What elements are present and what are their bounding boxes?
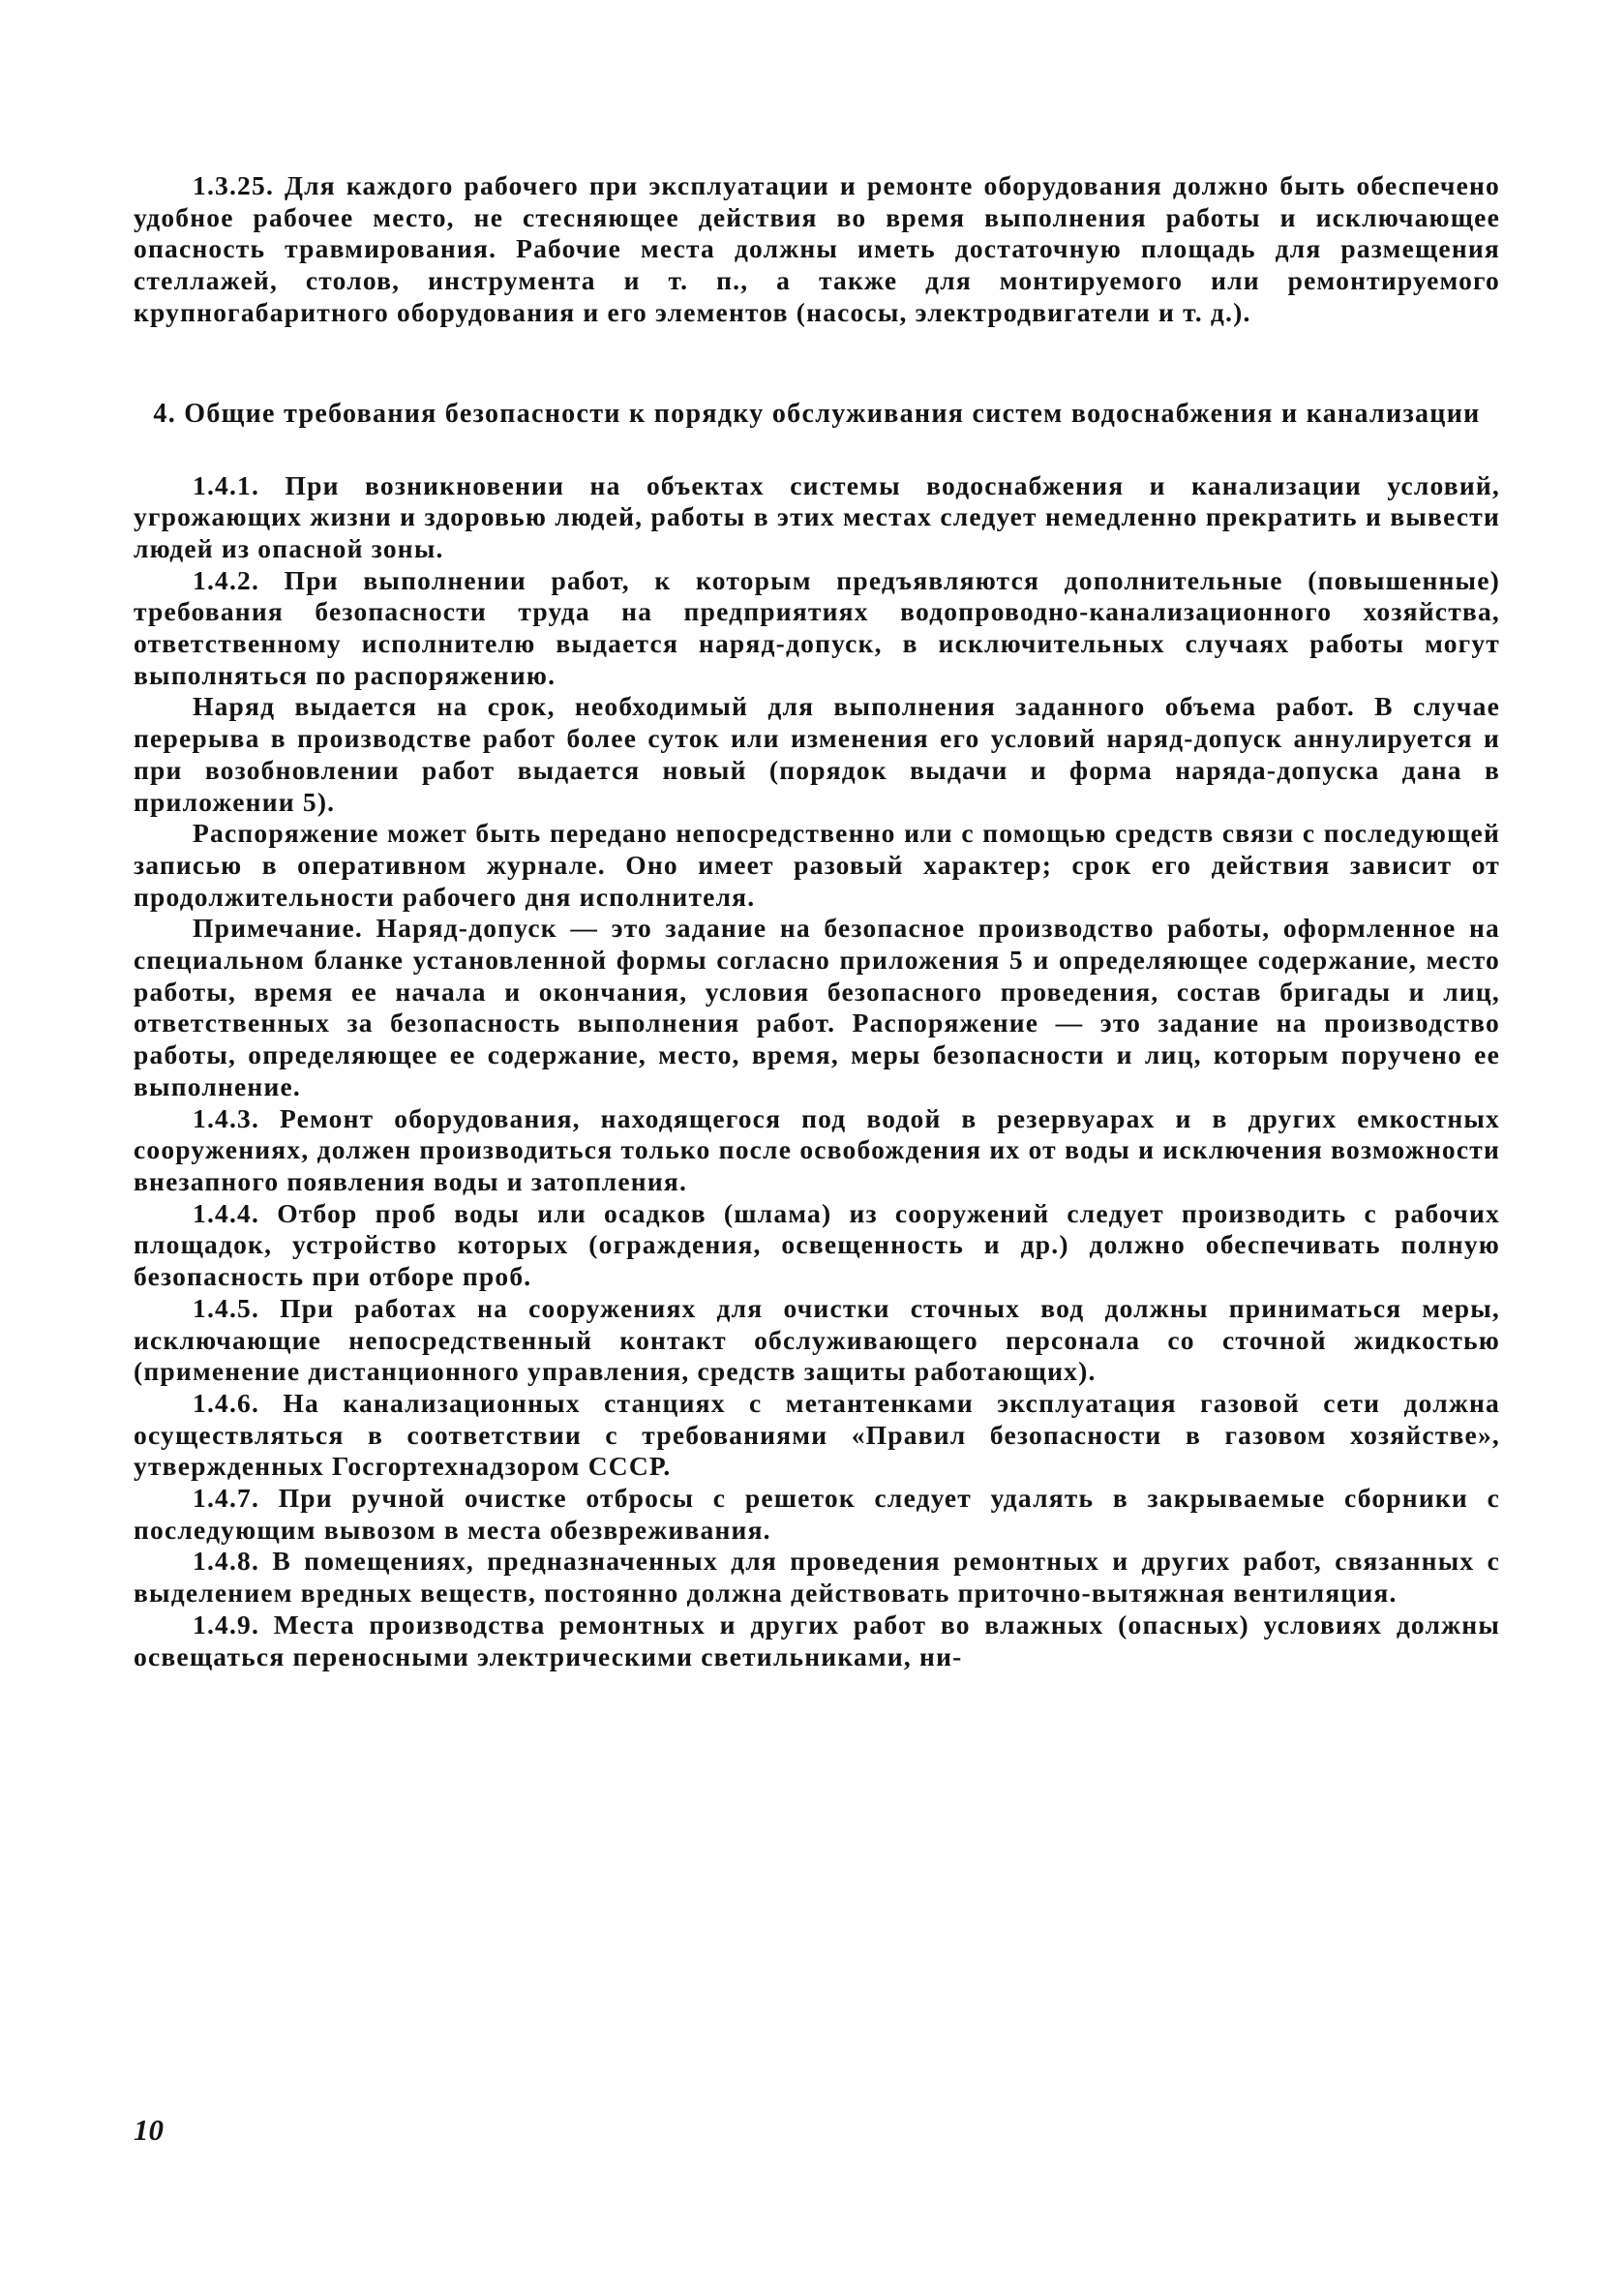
paragraph-rasporyazhenie: Распоряжение может быть передано непосредственно или с помощью средств связи с последующей записью в оперативном журнале. Оно имеет разовый характер; срок его действия зависит от продолжительности рабочего дня исполнителя. xyxy=(134,818,1500,912)
page-number: 10 xyxy=(134,2113,164,2147)
paragraph-note: Примечание. Наряд-допуск — это задание на безопасное производство работы, оформленное на специальном бланке установленной формы согласно приложения 5 и определяющее содержание, место работы, время ее начала и окончания, условия безопасного проведения, состав бригады и лиц, ответственных за безопасность выполнения работ. Распоряжение — это задание на производство работы, определяющее ее содержание, место, время, меры безопасности и лиц, которым поручено ее выполнение. xyxy=(134,913,1500,1101)
paragraph-1-4-5: 1.4.5. При работах на сооружениях для очистки сточных вод должны приниматься меры, исключающие непосредственный контакт обслуживающего персонала со сточной жидкостью (применение дистанционного управления, средств защиты работающих). xyxy=(134,1292,1500,1387)
paragraph-1-4-6: 1.4.6. На канализационных станциях с метантенками эксплуатация газовой сети должна осуществляться в соответствии с требованиями «Правил безопасности в газовом хозяйстве», утвержденных Госгортехнадзором СССР. xyxy=(134,1387,1500,1482)
paragraph-1-4-3: 1.4.3. Ремонт оборудования, находящегося под водой в резервуарах и в других емкостных сооружениях, должен производиться только после освобождения их от воды и исключения возможности внезапного появления воды и затопления. xyxy=(134,1102,1500,1196)
section-heading: 4. Общие требования безопасности к порядку обслуживания систем водоснабжения и канализации xyxy=(153,398,1481,429)
paragraph-1-4-4: 1.4.4. Отбор проб воды или осадков (шлама) из сооружений следует производить с рабочих площадок, устройство которых (ограждения, освещенность и др.) должно обеспечивать полную безопасность при отборе проб. xyxy=(134,1197,1500,1292)
paragraph-1-3-25: 1.3.25. Для каждого рабочего при эксплуатации и ремонте оборудования должно быть обеспечено удобное рабочее место, не стесняющее действия во время выполнения работы и исключающее опасность травмирования. Рабочие места должны иметь достаточную площадь для размещения стеллажей, столов, инструмента и т. п., а также для монтируемого или ремонтируемого крупногабаритного оборудования и его элементов (насосы, электродвигатели и т. д.). xyxy=(134,170,1500,327)
paragraph-1-4-8: 1.4.8. В помещениях, предназначенных для проведения ремонтных и других работ, связанных с выделением вредных веществ, постоянно должна действовать приточно-вытяжная вентиляция. xyxy=(134,1546,1500,1609)
paragraph-1-4-2: 1.4.2. При выполнении работ, к которым предъявляются дополнительные (повышенные) требования безопасности труда на предприятиях водопроводно-канализационного хозяйства, ответственному исполнителю выдается наряд-допуск, в исключительных случаях работы могут выполняться по распоряжению. xyxy=(134,564,1500,690)
paragraph-1-4-1: 1.4.1. При возникновении на объектах системы водоснабжения и канализации условий, угрожающих жизни и здоровью людей, работы в этих местах следует немедленно прекратить и вывести людей из опасной зоны. xyxy=(134,469,1500,563)
page-content xyxy=(134,170,1500,1672)
heading-spacer xyxy=(134,432,1500,470)
paragraph-1-4-7: 1.4.7. При ручной очистке отбросы с решеток следует удалять в закрываемые сборники с последующим вывозом в места обезвреживания. xyxy=(134,1483,1500,1545)
paragraph-1-4-9: 1.4.9. Места производства ремонтных и других работ во влажных (опасных) условиях должны освещаться переносными электрическими светильниками, ни- xyxy=(134,1609,1500,1671)
paragraph-naryad: Наряд выдается на срок, необходимый для выполнения заданного объема работ. В случае перерыва в производстве работ более суток или изменения его условий наряд-допуск аннулируется и при возобновлении работ выдается новый (порядок выдачи и форма наряда-допуска дана в приложении 5). xyxy=(134,691,1500,817)
